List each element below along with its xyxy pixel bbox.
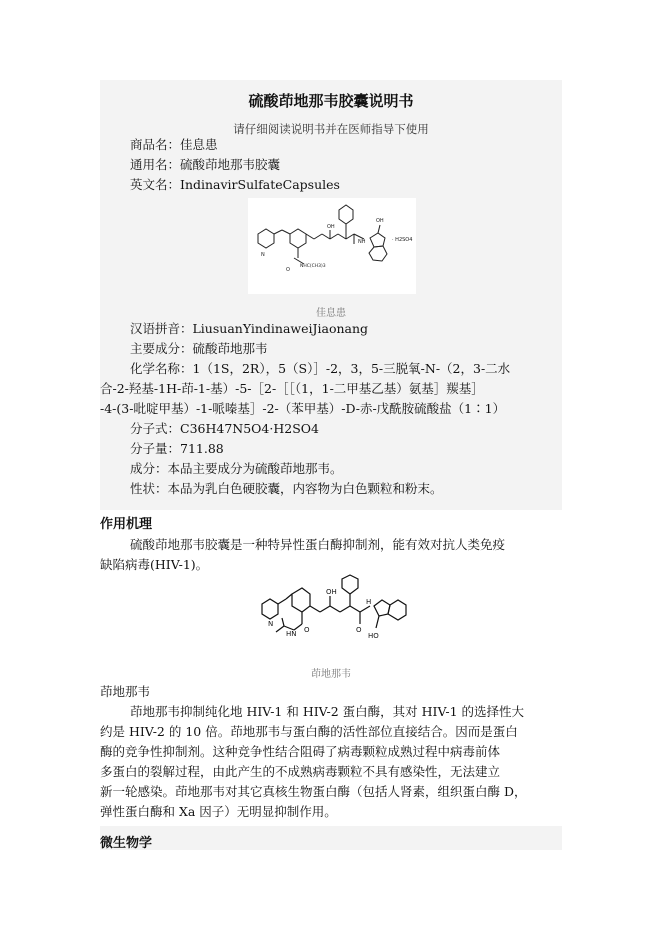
drug-paragraph-line-3: 酶的竞争性抑制剂。这种竞争性结合阻碍了病毒颗粒成熟过程中病毒前体	[100, 744, 501, 759]
salt-label: · H2SO4	[392, 237, 413, 243]
molecular-weight: 分子量：711.88	[130, 441, 224, 456]
chemical-name-line-3: -4-(3-吡啶甲基）-1-哌嗪基］-2-（苯甲基）-D-赤-戊酰胺硫酸盐（1∶1）	[100, 401, 506, 416]
o-label-1: O	[286, 267, 290, 273]
main-ingredient: 主要成分：硫酸茚地那韦	[130, 341, 268, 356]
o-label-3: O	[356, 626, 362, 634]
structure-image-1	[248, 198, 416, 294]
drug-paragraph-line-5: 新一轮感染。茚地那韦对其它真核生物蛋白酶（包括人肾素，组织蛋白酶 D，	[100, 784, 527, 799]
mechanism-line-2: 缺陷病毒(HIV-1)。	[100, 557, 209, 572]
oh-label-2: OH	[376, 218, 384, 224]
nh-label-1: NH	[358, 239, 366, 245]
mechanism-heading: 作用机理	[100, 517, 153, 532]
chemical-name-line-2: 合-2-羟基-1H-茚-1-基）-5-［2-［［（1，1-二甲基乙基）氨基］羰基］	[100, 381, 484, 396]
pyridine-n-label: N	[261, 252, 265, 258]
appearance: 性状：本品为乳白色硬胶囊，内容物为白色颗粒和粉末。	[130, 481, 443, 496]
gray-panel-bottom	[100, 826, 562, 850]
composition: 成分：本品主要成分为硫酸茚地那韦。	[130, 461, 343, 476]
indinavir-structure	[248, 574, 416, 658]
molecular-formula: 分子式：C36H47N5O4·H2SO4	[130, 421, 319, 436]
tbu-label: NHC(CH3)3	[300, 264, 326, 269]
trade-name: 商品名：佳息患	[130, 137, 218, 152]
drug-paragraph-line-2: 约是 HIV-2 的 10 倍。茚地那韦与蛋白酶的活性部位直接结合。因而是蛋白	[100, 724, 518, 739]
chemical-name-line-1: 化学名称：1（1S，2R），5（S）］-2，3，5-三脱氧-N-（2，3-二水	[130, 361, 511, 376]
drug-subheading: 茚地那韦	[100, 684, 151, 699]
common-name: 通用名：硫酸茚地那韦胶囊	[130, 157, 281, 172]
page-title: 硫酸茚地那韦胶囊说明书	[248, 92, 414, 110]
h-label: H	[366, 598, 372, 606]
drug-paragraph-line-1: 茚地那韦抑制纯化地 HIV-1 和 HIV-2 蛋白酶，其对 HIV-1 的选择性大	[130, 704, 525, 719]
english-name: 英文名：IndinavirSulfateCapsules	[130, 177, 340, 192]
figure-1-caption: 佳息患	[316, 308, 346, 319]
drug-paragraph-line-6: 弹性蛋白酶和 Xa 因子）无明显抑制作用。	[100, 804, 337, 819]
pyridine-n-label-2: N	[268, 620, 274, 628]
drug-paragraph-line-4: 多蛋白的裂解过程，由此产生的不成熟病毒颗粒不具有感染性，无法建立	[100, 764, 501, 779]
page-subtitle: 请仔细阅读说明书并在医师指导下使用	[233, 122, 429, 136]
ho-label: HO	[368, 632, 379, 640]
mechanism-line-1: 硫酸茚地那韦胶囊是一种特异性蛋白酶抑制剂，能有效对抗人类免疫	[130, 537, 506, 552]
indinavir-sulfate-structure	[248, 198, 416, 294]
o-label-2: O	[304, 626, 310, 634]
hn-label: HN	[286, 630, 297, 638]
pinyin-name: 汉语拼音：LiusuanYindinaweiJiaonang	[130, 321, 369, 336]
microbiology-heading: 微生物学	[100, 836, 153, 851]
oh-label-1: OH	[327, 224, 335, 230]
structure-image-2	[248, 574, 416, 658]
oh-label-3: OH	[326, 588, 337, 596]
figure-2-caption: 茚地那韦	[311, 669, 351, 680]
